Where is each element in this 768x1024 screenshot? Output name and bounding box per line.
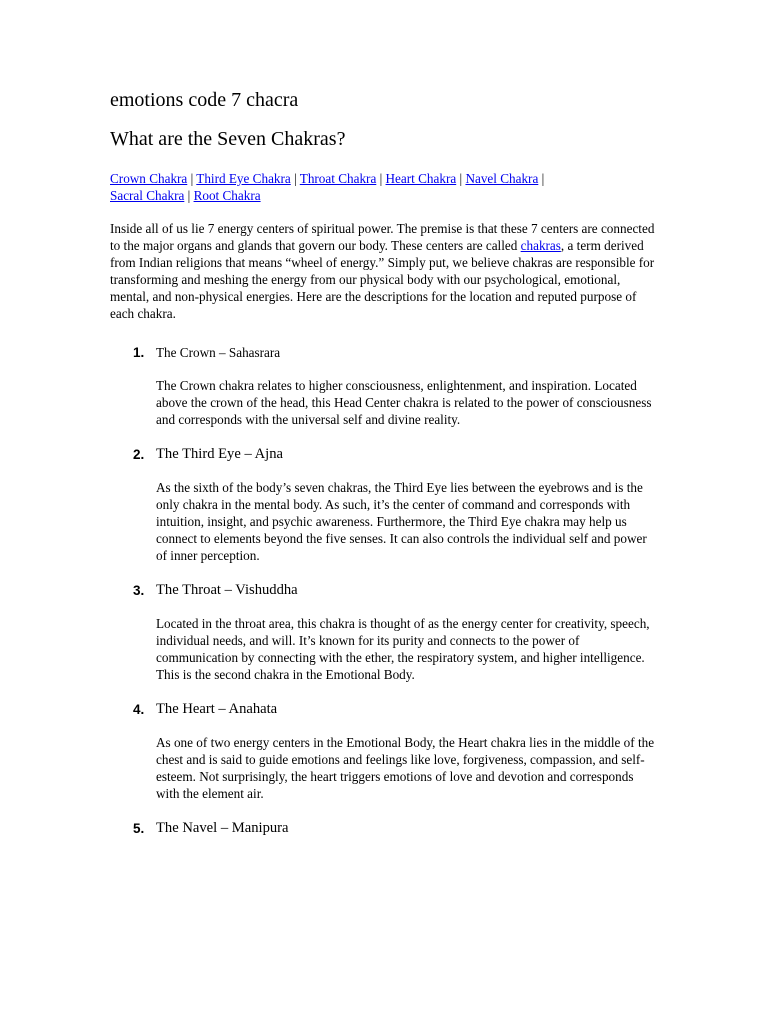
- nav-link-crown[interactable]: Crown Chakra: [110, 171, 188, 186]
- chakra-nav: [110, 170, 658, 204]
- list-number: 1.: [133, 345, 145, 360]
- chakra-list: [110, 343, 658, 838]
- section-heading: What are the Seven Chakras?: [110, 128, 346, 150]
- nav-separator: |: [184, 188, 194, 203]
- list-number: 5.: [133, 821, 145, 836]
- chakra-item-third-eye: [110, 445, 658, 564]
- chakras-link[interactable]: chakras: [520, 238, 561, 253]
- chakra-item-throat: [110, 581, 658, 683]
- chakra-description: Located in the throat area, this chakra is thought of as the energy center for creativity, speech, individual needs, and will. It’s known for its purity and connects to the power of communication by connecting with the ether, the respiratory system, and higher intelligence. This is the second chakra in the Emotional Body.: [156, 616, 650, 682]
- chakra-item-navel: [110, 819, 658, 838]
- chakra-title: The Heart – Anahata: [156, 701, 278, 717]
- nav-separator: |: [187, 171, 197, 186]
- chakra-title: The Navel – Manipura: [156, 820, 289, 836]
- nav-separator: |: [538, 171, 545, 186]
- nav-link-root[interactable]: Root Chakra: [193, 188, 261, 203]
- list-number: 3.: [133, 583, 145, 598]
- chakra-description: As one of two energy centers in the Emotional Body, the Heart chakra lies in the middle of the chest and is said to guide emotions and feelings like love, forgiveness, compassion, and self-esteem. Not surprisingly, the heart triggers emotions of love and devotion and corresponds with the element air.: [156, 735, 655, 801]
- list-number: 2.: [133, 447, 145, 462]
- chakra-title: The Throat – Vishuddha: [156, 582, 298, 598]
- list-number: 4.: [133, 702, 145, 717]
- chakra-description: The Crown chakra relates to higher consciousness, enlightenment, and inspiration. Located above the crown of the head, this Head Center chakra is related to the power of consciousness and corresponds with the universal self and divine reality.: [156, 378, 652, 427]
- intro-text-before: Inside all of us lie 7 energy centers of spiritual power. The premise is that these 7 centers are connected to the major organs and glands that govern our body. These centers are called: [110, 221, 655, 253]
- nav-separator: |: [290, 171, 300, 186]
- document-page: [110, 86, 658, 838]
- chakra-title: The Crown – Sahasrara: [156, 345, 281, 360]
- chakra-item-crown: [110, 343, 658, 428]
- intro-paragraph: [110, 220, 658, 322]
- document-title: emotions code 7 chacra: [110, 89, 299, 111]
- nav-link-third-eye[interactable]: Third Eye Chakra: [196, 171, 291, 186]
- chakra-description: As the sixth of the body’s seven chakras, the Third Eye lies between the eyebrows and is the only chakra in the mental body. As such, it’s the center of command and corresponds with intuition, insight, and psychic awareness. Furthermore, the Third Eye chakra may help us connect to elements beyond the five senses. It can also controls the individual self and power of inner perception.: [156, 480, 647, 563]
- nav-link-throat[interactable]: Throat Chakra: [299, 171, 377, 186]
- nav-link-navel[interactable]: Navel Chakra: [465, 171, 539, 186]
- chakra-item-heart: [110, 700, 658, 802]
- nav-separator: |: [456, 171, 466, 186]
- nav-link-sacral[interactable]: Sacral Chakra: [110, 188, 185, 203]
- nav-link-heart[interactable]: Heart Chakra: [385, 171, 457, 186]
- chakra-title: The Third Eye – Ajna: [156, 446, 283, 462]
- intro-text-after: , a term derived from Indian religions that means “wheel of energy.” Simply put, we believe chakras are responsible for transforming and meshing the energy from our physical body with our psychological, emotional, mental, and non-physical energies. Here are the descriptions for the location and reputed purpose of each chakra.: [110, 238, 655, 321]
- nav-separator: |: [376, 171, 386, 186]
